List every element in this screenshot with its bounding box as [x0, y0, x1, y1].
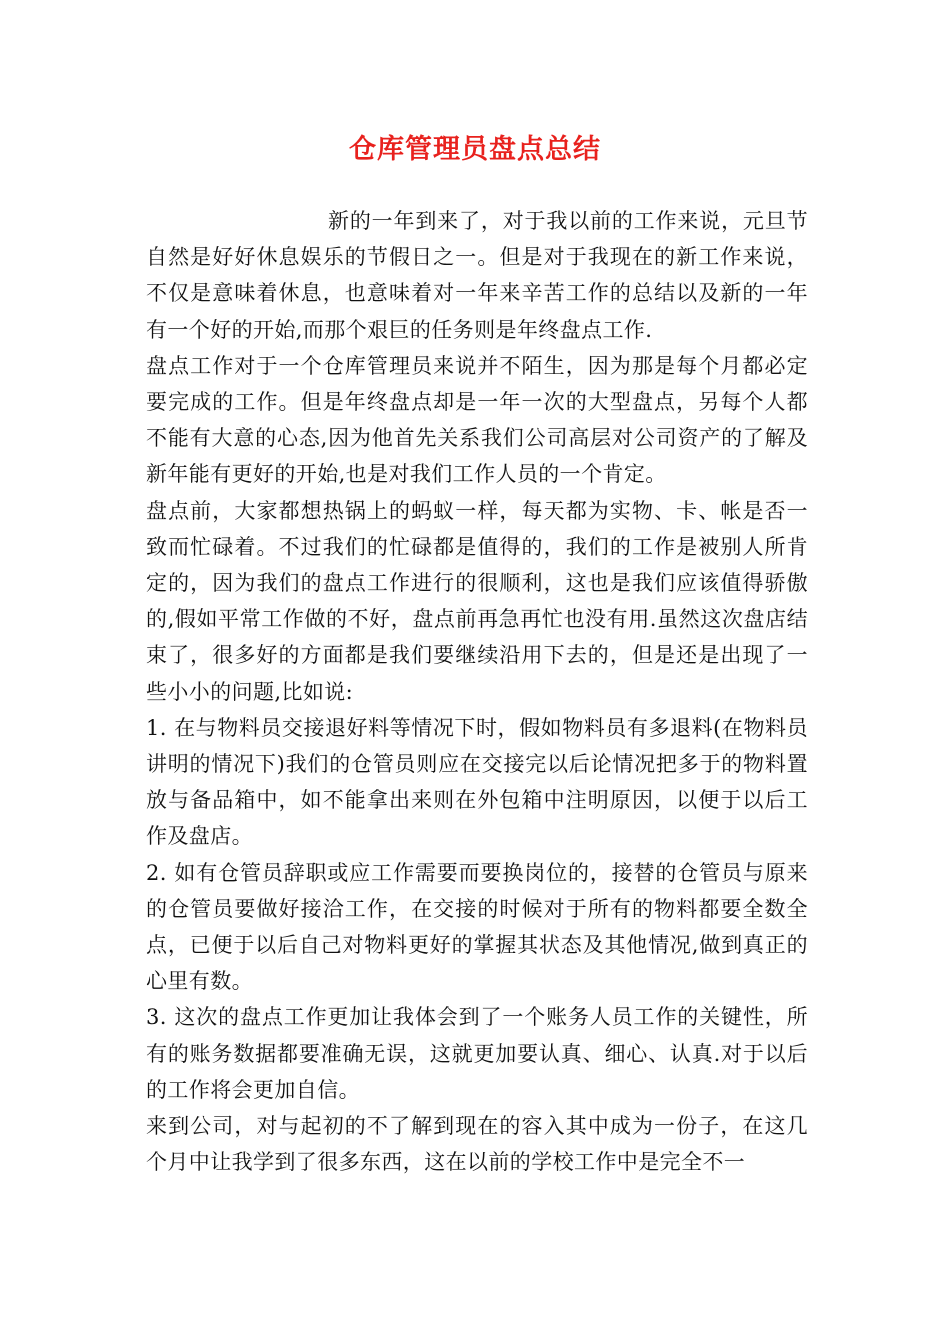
paragraph-intro: 新的一年到来了，对于我以前的工作来说，元旦节自然是好好休息娱乐的节假日之一。但是对于我现在的新工作来说，不仅是意味着休息，也意味着对一年来辛苦工作的总结以及新的一年有一个好的开始,而那个艰巨的任务则是年终盘点工作. — [146, 209, 808, 342]
document-title: 仓库管理员盘点总结 — [349, 134, 601, 165]
document-body — [146, 203, 808, 1180]
paragraph-closing: 来到公司，对与起初的不了解到现在的容入其中成为一份子，在这几个月中让我学到了很多东西，这在以前的学校工作中是完全不一 — [146, 1114, 808, 1175]
paragraph-before-inventory: 盘点前，大家都想热锅上的蚂蚁一样，每天都为实物、卡、帐是否一致而忙碌着。不过我们的忙碌都是值得的，我们的工作是被别人所肯定的，因为我们的盘点工作进行的很顺利，这也是我们应该值得骄傲的,假如平常工作做的不好，盘点前再急再忙也没有用.虽然这次盘店结束了，很多好的方面都是我们要继续沿用下去的，但是还是出现了一些小小的问题,比如说: — [146, 498, 808, 704]
paragraph-inventory-work: 盘点工作对于一个仓库管理员来说并不陌生，因为那是每个月都必定要完成的工作。但是年终盘点却是一年一次的大型盘点，另每个人都不能有大意的心态,因为他首先关系我们公司高层对公司资产的了解及新年能有更好的开始,也是对我们工作人员的一个肯定。 — [146, 353, 808, 487]
paragraph-issue-2: 2. 如有仓管员辞职或应工作需要而要换岗位的，接替的仓管员与原来的仓管员要做好接洽工作，在交接的时候对于所有的物料都要全数全点，已便于以后自己对物料更好的掌握其状态及其他情况,做到真正的心里有数。 — [146, 860, 808, 994]
paragraph-issue-1: 1. 在与物料员交接退好料等情况下时，假如物料员有多退料(在物料员讲明的情况下)我们的仓管员则应在交接完以后论情况把多于的物料置放与备品箱中，如不能拿出来则在外包箱中注明原因，以便于以后工作及盘店。 — [146, 715, 808, 849]
paragraph-issue-3: 3. 这次的盘点工作更加让我体会到了一个账务人员工作的关键性，所有的账务数据都要准确无误，这就更加要认真、细心、认真.对于以后的工作将会更加自信。 — [146, 1005, 808, 1102]
